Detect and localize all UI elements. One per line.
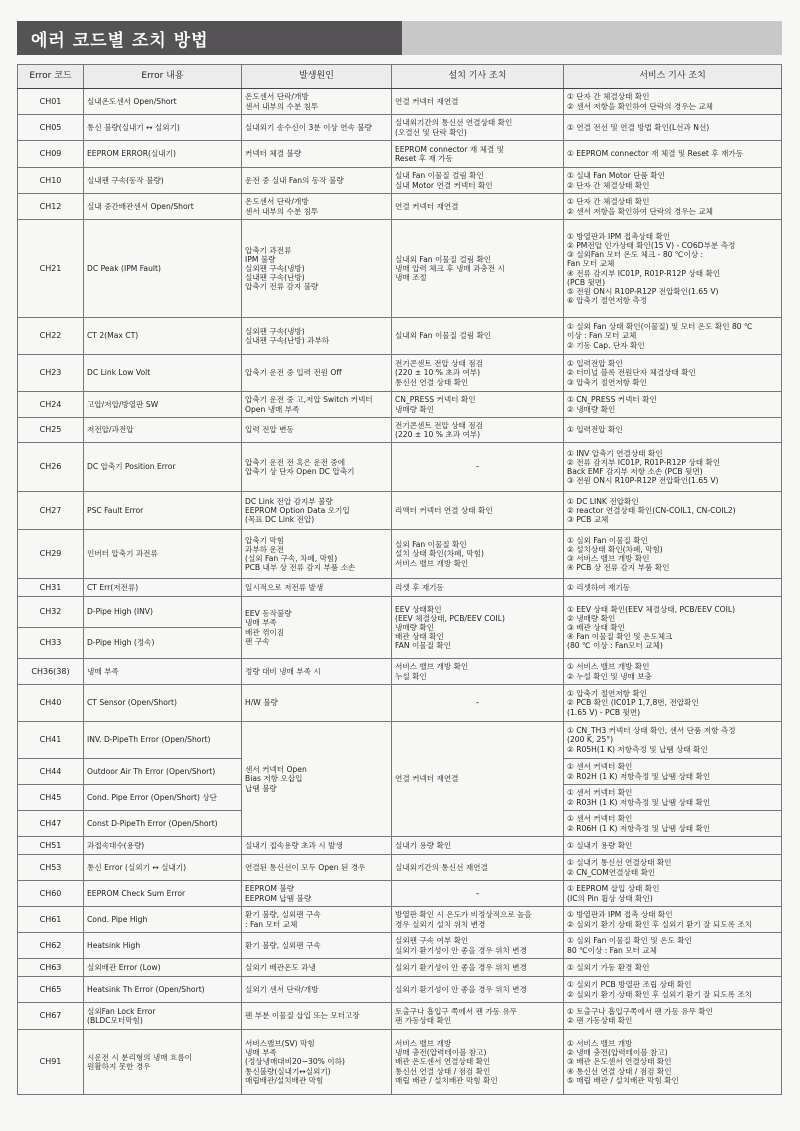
installer-action: 연결 커넥터 재연결 <box>392 194 564 220</box>
service-action: ① 토출구나 흡입구쪽에서 팬 가동 유무 확인 ② 팬 가동상태 확인 <box>564 1003 782 1030</box>
error-content: Heatsink Th Error (Open/Short) <box>84 977 242 1003</box>
error-cause: 일시적으로 저전류 발생 <box>242 579 392 597</box>
table-row <box>18 392 782 418</box>
installer-action: EEPROM connector 재 체결 및 Reset 후 재 가동 <box>392 141 564 168</box>
error-cause: 운전 중 실내 Fan의 동작 불량 <box>242 168 392 194</box>
table-row <box>18 837 782 855</box>
error-cause: 압축기 과전류 IPM 불량 실외팬 구속(냉방) 실내팬 구속(난방) 압축기 전류 감지 불량 <box>242 220 392 318</box>
service-action: ① 서비스 밸브 개방 확인 ② 누설 확인 및 냉매 보충 <box>564 659 782 685</box>
service-action: ① 실외 Fan 이물질 확인 ② 설치상태 확인(차폐, 막힘) ③ 서비스 밸브 개방 확인 ④ PCB 상 전류 감지 부품 확인 <box>564 530 782 579</box>
table-row <box>18 881 782 907</box>
error-cause: H/W 불량 <box>242 685 392 722</box>
error-code: CH05 <box>18 115 84 141</box>
table-row <box>18 443 782 492</box>
error-cause: 팬 부분 이물질 삽입 또는 모터고장 <box>242 1003 392 1030</box>
installer-action: 서비스 밸브 개방 확인 누설 확인 <box>392 659 564 685</box>
error-cause: 압축기 운전 중 고,저압 Switch 커넥터 Open 냉매 부족 <box>242 392 392 418</box>
service-action: ① 방열판과 IPM 접촉상태 확인 ② PM전압 인가상태 확인(15 V) - CO6D부분 측정 ③ 실외Fan 모터 온도 체크 - 80 ℃이상 : Fan 모터 교체 ④ 전류 감지부 IC01P, R01P-R12P 상태 확인 (PCB 뒷면) ⑤ 전원 ON시 R10P-R12P 전압확인(1.65 V) ⑥ 압축기 절연저항 측정 <box>564 220 782 318</box>
error-code: CH33 <box>18 628 84 659</box>
error-code: CH40 <box>18 685 84 722</box>
table-row <box>18 977 782 1003</box>
table-row <box>18 1003 782 1030</box>
service-action: ① 실외기 가동 환경 확인 <box>564 959 782 977</box>
error-code: CH47 <box>18 811 84 837</box>
service-action: ① 단자 간 체결상태 확인 ② 센서 저항을 확인하여 단락의 경우는 교체 <box>564 194 782 220</box>
error-content: 시운전 시 분리형의 냉매 흐름이 원활하지 못한 경우 <box>84 1030 242 1095</box>
installer-action: 토출구나 흡입구 쪽에서 팬 가동 유무 팬 가동상태 확인 <box>392 1003 564 1030</box>
service-action: ① 서비스 밸브 개방 ② 냉매 충전(압력테이블 참고) ③ 배관 온도센서 연결상태 확인 ④ 통신선 연결 상태 / 점검 확인 ⑤ 매립 배관 / 설치배관 막힘 확인 <box>564 1030 782 1095</box>
error-content: 인버터 압축기 과전류 <box>84 530 242 579</box>
service-action: ① 센서 커넥터 확인 ② R03H (1 K) 저항측정 및 납땜 상태 확인 <box>564 785 782 811</box>
error-content: DC Peak (IPM Fault) <box>84 220 242 318</box>
service-action: ① DC LINK 전압확인 ② reactor 연결상태 확인(CN-COIL1, CN-COIL2) ③ PCB 교체 <box>564 492 782 530</box>
error-cause: 압축기 운전 중 입력 전원 Off <box>242 355 392 392</box>
table-header-row <box>18 65 782 89</box>
service-action: ① 입력전압 확인 <box>564 418 782 443</box>
table-row <box>18 355 782 392</box>
installer-action: – <box>392 443 564 492</box>
installer-action: 실내외기간의 통신선 재연결 <box>392 855 564 881</box>
installer-action: 리액터 커넥터 연결 상태 확인 <box>392 492 564 530</box>
table-row <box>18 597 782 628</box>
error-code: CH21 <box>18 220 84 318</box>
table-row <box>18 933 782 959</box>
error-cause: 실내기 접속용량 초과 시 발생 <box>242 837 392 855</box>
title-banner <box>17 21 782 55</box>
error-content: EEPROM ERROR(실내기) <box>84 141 242 168</box>
error-code: CH41 <box>18 722 84 759</box>
error-code-table <box>17 64 782 1095</box>
header-installer: 설치 기사 조치 <box>392 65 564 89</box>
error-code: CH31 <box>18 579 84 597</box>
table-row <box>18 659 782 685</box>
error-content: 통신 Error (실외기 ↔ 실내기) <box>84 855 242 881</box>
service-action: ① EEPROM 삽입 상태 확인 (IC의 Pin 휨상 상태 확인) <box>564 881 782 907</box>
header-service: 서비스 기사 조치 <box>564 65 782 89</box>
error-code: CH32 <box>18 597 84 628</box>
error-code: CH26 <box>18 443 84 492</box>
table-row <box>18 418 782 443</box>
service-action: ① 리셋하여 재기동 <box>564 579 782 597</box>
installer-action: 실외기 환기성이 안 좋을 경우 위치 변경 <box>392 977 564 1003</box>
error-code: CH23 <box>18 355 84 392</box>
error-code: CH60 <box>18 881 84 907</box>
error-code: CH65 <box>18 977 84 1003</box>
installer-action: 방열판 확인 시 온도가 비정상적으로 높을 경우 실외기 설치 위치 변경 <box>392 907 564 933</box>
error-code: CH24 <box>18 392 84 418</box>
error-code: CH29 <box>18 530 84 579</box>
service-action: ① 실외기 PCB 방열판 조립 상태 확인 ② 실외기 환기 상태 확인 후 실외기 환기 잘 되도록 조치 <box>564 977 782 1003</box>
error-code: CH12 <box>18 194 84 220</box>
service-action: ① 실내 Fan Motor 단품 확인 ② 단자 간 체결상태 확인 <box>564 168 782 194</box>
error-code: CH63 <box>18 959 84 977</box>
installer-action: 서비스 밸브 개방 냉매 충전(압력테이블 참고) 배관 온도센서 연결상태 확인 통신선 연결 상태 / 점검 확인 매립 배관 / 설치배관 막힘 확인 <box>392 1030 564 1095</box>
installer-action: 전기콘센트 전압 상태 점검 (220 ± 10 % 초과 여부) 통신선 연결 상태 확인 <box>392 355 564 392</box>
error-code: CH01 <box>18 89 84 115</box>
table-row <box>18 530 782 579</box>
error-content: 실외배관 Error (Low) <box>84 959 242 977</box>
service-action: ① 실내기 용량 확인 <box>564 837 782 855</box>
table-row <box>18 168 782 194</box>
error-content: D-Pipe High (정속) <box>84 628 242 659</box>
error-content: 실외Fan Lock Error (BLDC모터막힘) <box>84 1003 242 1030</box>
service-action: ① 센서 커넥터 확인 ② R02H (1 K) 저항측정 및 납땜 상태 확인 <box>564 759 782 785</box>
error-content: CT Err(저전류) <box>84 579 242 597</box>
error-content: INV. D-PipeTh Error (Open/Short) <box>84 722 242 759</box>
table-row <box>18 220 782 318</box>
service-action: ① CN_PRESS 커넥터 확인 ② 냉매량 확인 <box>564 392 782 418</box>
error-code: CH53 <box>18 855 84 881</box>
header-cause: 발생원인 <box>242 65 392 89</box>
error-cause: 온도센서 단락/개방 센서 내부의 수분 침투 <box>242 194 392 220</box>
error-content: 통신 불량(실내기 ↔ 실외기) <box>84 115 242 141</box>
table-row <box>18 115 782 141</box>
service-action: ① INV 압축기 연결상태 확인 ② 전류 감지부 IC01P, R01P-R12P 상태 확인 Back EMF 감지부 저항 소손 (PCB 뒷면) ③ 전원 ON시 R10P-R12P 전압확인(1.65 V) <box>564 443 782 492</box>
table-row <box>18 318 782 355</box>
error-code: CH51 <box>18 837 84 855</box>
header-code: Error 코드 <box>18 65 84 89</box>
service-action: ① 입력전압 확인 ② 터미널 블록 전원단자 체결상태 확인 ③ 압축기 절연저항 확인 <box>564 355 782 392</box>
error-cause: 실외팬 구속(냉방) 실내팬 구속(난방) 과부하 <box>242 318 392 355</box>
error-content: DC 압축기 Position Error <box>84 443 242 492</box>
error-content: 고압/저압/방열판 SW <box>84 392 242 418</box>
service-action: ① 연결 전선 및 연결 방법 확인(L선과 N선) <box>564 115 782 141</box>
error-cause: 실외기 센서 단락/개방 <box>242 977 392 1003</box>
service-action: ① EEV 상태 확인(EEV 체결상태, PCB/EEV COIL) ② 냉매량 확인 ③ 배관 상태 확인 ④ Fan 이물질 확인 및 온도체크 (80 ℃ 이상 : Fan모터 교체) <box>564 597 782 659</box>
error-content: 과접속대수(용량) <box>84 837 242 855</box>
error-code: CH45 <box>18 785 84 811</box>
table-row <box>18 855 782 881</box>
error-content: 실내온도센서 Open/Short <box>84 89 242 115</box>
title-banner-dark <box>17 21 402 55</box>
service-action: ① 실외 Fan 상태 확인(이물질) 및 모터 온도 확인 80 ℃ 이상 : Fan 모터 교체 ② 기동 Cap. 단자 확인 <box>564 318 782 355</box>
installer-action: 실내기 용량 확인 <box>392 837 564 855</box>
table-row <box>18 492 782 530</box>
error-code: CH62 <box>18 933 84 959</box>
installer-action: 리셋 후 재기동 <box>392 579 564 597</box>
table-row <box>18 141 782 168</box>
error-content: 실내 중간배관센서 Open/Short <box>84 194 242 220</box>
error-content: 실내팬 구속(동작 불량) <box>84 168 242 194</box>
error-content: CT 2(Max CT) <box>84 318 242 355</box>
installer-action: 연결 커넥터 재연결 <box>392 89 564 115</box>
error-cause: 환기 불량, 실외팬 구속 <box>242 933 392 959</box>
error-code: CH67 <box>18 1003 84 1030</box>
table-row <box>18 685 782 722</box>
service-action: ① 센서 커넥터 확인 ② R06H (1 K) 저항측정 및 납땜 상태 확인 <box>564 811 782 837</box>
service-action: ① CN_TH3 커넥터 상태 확인, 센서 단품 저항 측정 (200 K, 25°) ② R05H(1 K) 저항측정 및 납땜 상태 확인 <box>564 722 782 759</box>
error-cause: 실내외기 송수신이 3분 이상 연속 불량 <box>242 115 392 141</box>
installer-action: 실내 Fan 이물질 걸림 확인 실내 Motor 연결 커넥터 확인 <box>392 168 564 194</box>
installer-action: 실내외 Fan 이물질 걸림 확인 <box>392 318 564 355</box>
table-row <box>18 722 782 759</box>
error-cause: 실외기 배관온도 과냉 <box>242 959 392 977</box>
error-code: CH25 <box>18 418 84 443</box>
error-cause: EEPROM 불량 EEPROM 납땜 불량 <box>242 881 392 907</box>
error-code: CH61 <box>18 907 84 933</box>
error-cause: 환기 불량, 실외팬 구속 : Fan 모터 교체 <box>242 907 392 933</box>
error-cause: EEV 동작불량 냉매 부족 배관 꺾이짐 팬 구속 <box>242 597 392 659</box>
error-cause: 센서 커넥터 Open Bias 저항 오삽입 납땜 불량 <box>242 722 392 837</box>
table-row <box>18 959 782 977</box>
error-cause: 입력 전압 변동 <box>242 418 392 443</box>
error-content: Const D-PipeTh Error (Open/Short) <box>84 811 242 837</box>
error-content: PSC Fault Error <box>84 492 242 530</box>
table-row <box>18 1030 782 1095</box>
table-row <box>18 579 782 597</box>
service-action: ① 실내기 통신선 연결상태 확인 ② CN_COM연결상태 확인 <box>564 855 782 881</box>
installer-action: 실외 Fan 이물질 확인 설치 상태 확인(차폐, 막힘) 서비스 밸브 개방 확인 <box>392 530 564 579</box>
service-action: ① 방열판과 IPM 접촉 상태 확인 ② 실외기 환기 상태 확인 후 실외기 환기 잘 되도록 조치 <box>564 907 782 933</box>
service-action: ① 실외 Fan 이물질 확인 및 온도 확인 80 ℃이상 : Fan 모터 교체 <box>564 933 782 959</box>
service-action: ① 단자 간 체결상태 확인 ② 센서 저항을 확인하여 단락의 경우는 교체 <box>564 89 782 115</box>
installer-action: – <box>392 685 564 722</box>
error-cause: 정량 대비 냉매 부족 시 <box>242 659 392 685</box>
installer-action: 실내외기간의 통신선 연결상태 확인 (오결선 및 단락 확인) <box>392 115 564 141</box>
error-cause: DC Link 전압 감지부 불량 EEPROM Option Data 오기입 (목표 DC Link 전압) <box>242 492 392 530</box>
error-content: EEPROM Check Sum Error <box>84 881 242 907</box>
error-code: CH22 <box>18 318 84 355</box>
error-code: CH91 <box>18 1030 84 1095</box>
error-content: Heatsink High <box>84 933 242 959</box>
error-content: Cond. Pipe Error (Open/Short) 상단 <box>84 785 242 811</box>
service-action: ① EEPROM connector 재 체결 및 Reset 후 재가동 <box>564 141 782 168</box>
installer-action: 실외기 환기성이 안 좋을 경우 위치 변경 <box>392 959 564 977</box>
error-cause: 커넥터 체결 불량 <box>242 141 392 168</box>
page-title: 에러 코드별 조치 방법 <box>31 31 209 51</box>
error-code: CH27 <box>18 492 84 530</box>
error-cause: 온도센서 단락/개방 센서 내부의 수분 침투 <box>242 89 392 115</box>
installer-action: 실내외 Fan 이물질 걸림 확인 냉매 압력 체크 후 냉매 과충전 시 냉매 조절 <box>392 220 564 318</box>
error-content: Cond. Pipe High <box>84 907 242 933</box>
service-action: ① 압축기 절연저항 확인 ② PCB 확인 (IC01P 1,7,8번, 전압확인 (1.65 V) - PCB 뒷면) <box>564 685 782 722</box>
installer-action: 실외팬 구속 여부 확인 실외기 환기성이 안 좋을 경우 위치 변경 <box>392 933 564 959</box>
installer-action: – <box>392 881 564 907</box>
installer-action: 연결 커넥터 재연결 <box>392 722 564 837</box>
table-row <box>18 194 782 220</box>
table-row <box>18 89 782 115</box>
installer-action: CN_PRESS 커넥터 확인 냉매량 확인 <box>392 392 564 418</box>
error-cause: 압축기 운전 전 혹은 운전 중에 압축기 상 단자 Open DC 압축기 <box>242 443 392 492</box>
table-row <box>18 907 782 933</box>
error-code: CH44 <box>18 759 84 785</box>
error-code: CH36(38) <box>18 659 84 685</box>
error-cause: 연결된 통신선이 모두 Open 된 경우 <box>242 855 392 881</box>
error-code: CH09 <box>18 141 84 168</box>
header-content: Error 내용 <box>84 65 242 89</box>
installer-action: 전기콘센트 전압 상태 점검 (220 ± 10 % 초과 여부) <box>392 418 564 443</box>
error-content: D-Pipe High (INV) <box>84 597 242 628</box>
error-cause: 서비스밸브(SV) 막힘 냉매 부족 (정상냉매대비20~30% 이하) 통신불량(실내기↔실외기) 매립배관/설치배관 막힘 <box>242 1030 392 1095</box>
error-code: CH10 <box>18 168 84 194</box>
error-content: Outdoor Air Th Error (Open/Short) <box>84 759 242 785</box>
error-content: 저전압/과전압 <box>84 418 242 443</box>
error-content: 냉매 부족 <box>84 659 242 685</box>
error-cause: 압축기 막힘 과부하 운전 (실외 Fan 구속, 차폐, 막힘) PCB 내부 상 전류 감지 부품 소손 <box>242 530 392 579</box>
installer-action: EEV 상태확인 (EEV 체결상태, PCB/EEV COIL) 냉매량 확인 배관 상태 확인 FAN 이물질 확인 <box>392 597 564 659</box>
error-content: CT Sensor (Open/Short) <box>84 685 242 722</box>
error-content: DC Link Low Volt <box>84 355 242 392</box>
